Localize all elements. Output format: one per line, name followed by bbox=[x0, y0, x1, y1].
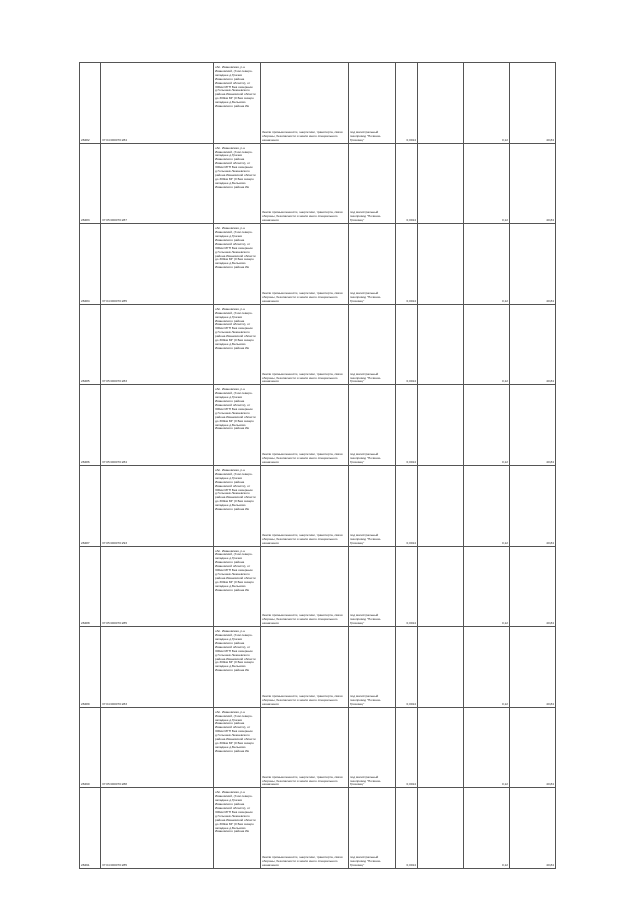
value-text: 40,84 bbox=[546, 782, 554, 787]
cadastral-text: 37:05:000070:285 bbox=[102, 621, 127, 626]
area-text: 0,0014 bbox=[406, 701, 416, 706]
area-cell bbox=[396, 385, 418, 466]
value-text: 40,84 bbox=[546, 298, 554, 303]
id-text: 28491 bbox=[81, 863, 90, 868]
address-cell bbox=[214, 385, 261, 466]
cadastral-text: 37:05:000070:293 bbox=[102, 540, 127, 545]
land-category-cell bbox=[261, 304, 349, 385]
table-row bbox=[80, 385, 556, 466]
share-cell bbox=[464, 304, 510, 385]
id-text: 28484 bbox=[81, 298, 90, 303]
record-id-cell bbox=[80, 143, 101, 224]
permitted-use-cell bbox=[349, 63, 396, 144]
address-text: обл. Ивановская, р-н Ивановский, (3 км северо-западнее д.Грачев Ивановского района Ивановской области), от 300км МГП Бев северным д.Голышев Лежневского района Ивановской области до 300км МГ (0 Бев северо западнее д.Бельково Ивановского района Ив bbox=[215, 145, 256, 189]
empty-cell bbox=[418, 465, 464, 546]
cadastral-number-cell bbox=[101, 707, 214, 788]
record-id-cell bbox=[80, 224, 101, 305]
record-id-cell bbox=[80, 385, 101, 466]
share-cell bbox=[464, 788, 510, 869]
cadastral-number-cell bbox=[101, 385, 214, 466]
table-row bbox=[80, 627, 556, 708]
id-text: 28485 bbox=[81, 379, 90, 384]
address-cell bbox=[214, 788, 261, 869]
category-text: Земли промышленности, энергетики, транспорта, связи обороны, безопасности и земли иного специального назначения bbox=[262, 694, 343, 706]
permitted-use-cell bbox=[349, 143, 396, 224]
area-text: 0,0014 bbox=[406, 782, 416, 787]
table-row bbox=[80, 304, 556, 385]
value-cell bbox=[510, 788, 556, 869]
id-text: 28482 bbox=[81, 137, 90, 142]
cadastral-number-cell bbox=[101, 465, 214, 546]
area-cell bbox=[396, 143, 418, 224]
share-text: 0,12 bbox=[501, 218, 508, 223]
area-cell bbox=[396, 546, 418, 627]
address-cell bbox=[214, 465, 261, 546]
category-text: Земли промышленности, энергетики, транспорта, связи обороны, безопасности и земли иного специального назначения bbox=[262, 291, 343, 303]
cadastral-number-cell bbox=[101, 63, 214, 144]
share-text: 0,12 bbox=[501, 540, 508, 545]
share-cell bbox=[464, 627, 510, 708]
value-text: 40,84 bbox=[546, 701, 554, 706]
area-cell bbox=[396, 465, 418, 546]
id-text: 28489 bbox=[81, 701, 90, 706]
record-id-cell bbox=[80, 546, 101, 627]
area-cell bbox=[396, 224, 418, 305]
table-row bbox=[80, 63, 556, 144]
address-cell bbox=[214, 546, 261, 627]
share-text: 0,12 bbox=[501, 460, 508, 465]
permitted-use-cell bbox=[349, 224, 396, 305]
empty-cell bbox=[418, 788, 464, 869]
permitted-use-cell bbox=[349, 465, 396, 546]
cadastral-number-cell bbox=[101, 224, 214, 305]
share-text: 0,12 bbox=[501, 298, 508, 303]
value-cell bbox=[510, 143, 556, 224]
value-cell bbox=[510, 385, 556, 466]
cadastral-text: 37:04:000070:285 bbox=[102, 298, 127, 303]
address-text: обл. Ивановская, р-н Ивановский, (3 км северо-западнее д.Грачев Ивановского района Ивановской области), от 300км МГП Бев северным д.Голышев Лежневского района Ивановской области до 300км МГ (0 Бев северо западнее д.Бельково Ивановского района Ив bbox=[215, 306, 256, 350]
area-cell bbox=[396, 304, 418, 385]
record-id-cell bbox=[80, 627, 101, 708]
land-category-cell bbox=[261, 627, 349, 708]
table-row bbox=[80, 465, 556, 546]
category-text: Земли промышленности, энергетики, транспорта, связи обороны, безопасности и земли иного специального назначения bbox=[262, 210, 343, 223]
value-text: 40,84 bbox=[546, 863, 554, 868]
use-text: под магистральный газопровод "Починок-Грязовец" bbox=[350, 774, 382, 787]
area-text: 0,0014 bbox=[406, 540, 416, 545]
permitted-use-cell bbox=[349, 627, 396, 708]
use-text: под магистральный газопровод "Починок-Грязовец" bbox=[350, 855, 382, 868]
value-cell bbox=[510, 304, 556, 385]
area-cell bbox=[396, 627, 418, 708]
category-text: Земли промышленности, энергетики, транспорта, связи обороны, безопасности и земли иного специального назначения bbox=[262, 774, 343, 787]
share-cell bbox=[464, 385, 510, 466]
id-text: 28487 bbox=[81, 540, 90, 545]
record-id-cell bbox=[80, 304, 101, 385]
area-text: 0,0014 bbox=[406, 863, 416, 868]
category-text: Земли промышленности, энергетики, транспорта, связи обороны, безопасности и земли иного специального назначения bbox=[262, 532, 343, 545]
address-text: обл. Ивановская, р-н Ивановский, (3 км северо-западнее д.Грачев Ивановского района Ивановской области), от 300км МГП Бев северным д.Голышев Лежневского района Ивановской области до 300км МГ (0 Бев северо западнее д.Бельково Ивановского района Ив bbox=[215, 629, 256, 673]
land-category-cell bbox=[261, 788, 349, 869]
empty-cell bbox=[418, 224, 464, 305]
address-cell bbox=[214, 63, 261, 144]
table-row bbox=[80, 224, 556, 305]
cadastral-text: 37:04:000070:284 bbox=[102, 137, 127, 142]
address-cell bbox=[214, 224, 261, 305]
share-cell bbox=[464, 63, 510, 144]
share-text: 0,12 bbox=[501, 379, 508, 384]
address-text: обл. Ивановская, р-н Ивановский, (3 км северо-западнее д.Грачев Ивановского района Ивановской области), от 300км МГП Бев северным д.Голышев Лежневского района Ивановской области до 300км МГ (0 Бев северо западнее д.Бельково Ивановского района Ив bbox=[215, 790, 256, 834]
address-text: обл. Ивановская, р-н Ивановский, (3 км северо-западнее д.Грачев Ивановского района Ивановской области), от 300км МГП Бев северным д.Голышев Лежневского района Ивановской области до 300км МГ (0 Бев северо западнее д.Бельково Ивановского района Ив bbox=[215, 387, 256, 431]
share-cell bbox=[464, 546, 510, 627]
value-text: 40,84 bbox=[546, 540, 554, 545]
land-category-cell bbox=[261, 707, 349, 788]
cadastral-text: 37:05:000070:287 bbox=[102, 218, 127, 223]
land-category-cell bbox=[261, 224, 349, 305]
use-text: под магистральный газопровод "Починок-Грязовец" bbox=[350, 210, 382, 223]
category-text: Земли промышленности, энергетики, транспорта, связи обороны, безопасности и земли иного специального назначения bbox=[262, 452, 343, 465]
address-text: обл. Ивановская, р-н Ивановский, (3 км северо-западнее д.Грачев Ивановского района Ивановской области), от 300км МГП Бев северным д.Голышев Лежневского района Ивановской области до 300км МГ (0 Бев северо западнее д.Бельково Ивановского района Ив bbox=[215, 548, 256, 592]
category-text: Земли промышленности, энергетики, транспорта, связи обороны, безопасности и земли иного специального назначения bbox=[262, 613, 343, 626]
empty-cell bbox=[418, 627, 464, 708]
empty-cell bbox=[418, 63, 464, 144]
empty-cell bbox=[418, 385, 464, 466]
record-id-cell bbox=[80, 707, 101, 788]
area-text: 0,0014 bbox=[406, 379, 416, 384]
permitted-use-cell bbox=[349, 546, 396, 627]
record-id-cell bbox=[80, 63, 101, 144]
address-cell bbox=[214, 143, 261, 224]
address-cell bbox=[214, 707, 261, 788]
land-register-table bbox=[79, 62, 556, 869]
id-text: 28490 bbox=[81, 782, 90, 787]
share-text: 0,12 bbox=[501, 701, 508, 706]
use-text: под магистральный газопровод "Починок-Грязовец" bbox=[350, 532, 382, 545]
record-id-cell bbox=[80, 465, 101, 546]
category-text: Земли промышленности, энергетики, транспорта, связи обороны, безопасности и земли иного специального назначения bbox=[262, 855, 343, 868]
value-text: 40,84 bbox=[546, 621, 554, 626]
share-text: 0,12 bbox=[501, 621, 508, 626]
record-id-cell bbox=[80, 788, 101, 869]
land-category-cell bbox=[261, 63, 349, 144]
area-text: 0,0014 bbox=[406, 621, 416, 626]
area-text: 0,0014 bbox=[406, 218, 416, 223]
share-cell bbox=[464, 707, 510, 788]
address-cell bbox=[214, 627, 261, 708]
empty-cell bbox=[418, 304, 464, 385]
table-row bbox=[80, 707, 556, 788]
share-cell bbox=[464, 465, 510, 546]
use-text: под магистральный газопровод "Починок-Грязовец" bbox=[350, 613, 382, 626]
table-body bbox=[80, 63, 556, 869]
area-text: 0,0014 bbox=[406, 460, 416, 465]
id-text: 28486 bbox=[81, 460, 90, 465]
use-text: под магистральный газопровод "Починок-Грязовец" bbox=[350, 694, 382, 706]
share-cell bbox=[464, 143, 510, 224]
id-text: 28488 bbox=[81, 621, 90, 626]
value-text: 40,84 bbox=[546, 379, 554, 384]
land-category-cell bbox=[261, 546, 349, 627]
share-text: 0,12 bbox=[501, 782, 508, 787]
area-cell bbox=[396, 788, 418, 869]
use-text: под магистральный газопровод "Починок-Грязовец" bbox=[350, 129, 382, 142]
empty-cell bbox=[418, 143, 464, 224]
cadastral-text: 37:05:000070:284 bbox=[102, 460, 127, 465]
category-text: Земли промышленности, энергетики, транспорта, связи обороны, безопасности и земли иного специального назначения bbox=[262, 129, 343, 142]
cadastral-number-cell bbox=[101, 788, 214, 869]
area-text: 0,0014 bbox=[406, 298, 416, 303]
category-text: Земли промышленности, энергетики, транспорта, связи обороны, безопасности и земли иного специального назначения bbox=[262, 371, 343, 384]
permitted-use-cell bbox=[349, 385, 396, 466]
permitted-use-cell bbox=[349, 788, 396, 869]
address-text: обл. Ивановская, р-н Ивановский, (3 км северо-западнее д.Грачев Ивановского района Ивановской области), от 300км МГП Бев северным д.Голышев Лежневского района Ивановской области до 300км МГ (0 Бев северо западнее д.Бельково Ивановского района Ив bbox=[215, 467, 256, 512]
area-cell bbox=[396, 707, 418, 788]
empty-cell bbox=[418, 546, 464, 627]
cadastral-number-cell bbox=[101, 143, 214, 224]
value-cell bbox=[510, 546, 556, 627]
area-text: 0,0014 bbox=[406, 137, 416, 142]
share-cell bbox=[464, 224, 510, 305]
empty-cell bbox=[418, 707, 464, 788]
table-row bbox=[80, 546, 556, 627]
cadastral-number-cell bbox=[101, 546, 214, 627]
use-text: под магистральный газопровод "Починок-Грязовец" bbox=[350, 452, 382, 465]
id-text: 28483 bbox=[81, 218, 90, 223]
share-text: 0,12 bbox=[501, 137, 508, 142]
land-category-cell bbox=[261, 465, 349, 546]
register-sheet bbox=[79, 62, 555, 869]
cadastral-number-cell bbox=[101, 627, 214, 708]
value-text: 40,84 bbox=[546, 137, 554, 142]
land-category-cell bbox=[261, 143, 349, 224]
address-text: обл. Ивановская, р-н Ивановский, (3 км северо-западнее д.Грачев Ивановского района Ивановской области), от 300км МГП Бев северным д.Голышев Лежневского района Ивановской области до 300км МГ (0 Бев северо западнее д.Бельково Ивановского района Ив bbox=[215, 709, 256, 753]
table-row bbox=[80, 143, 556, 224]
address-cell bbox=[214, 304, 261, 385]
cadastral-number-cell bbox=[101, 304, 214, 385]
value-cell bbox=[510, 224, 556, 305]
land-category-cell bbox=[261, 385, 349, 466]
permitted-use-cell bbox=[349, 304, 396, 385]
use-text: под магистральный газопровод "Починок-Грязовец" bbox=[350, 371, 382, 384]
use-text: под магистральный газопровод "Починок-Грязовец" bbox=[350, 291, 382, 303]
value-cell bbox=[510, 627, 556, 708]
value-text: 40,84 bbox=[546, 218, 554, 223]
cadastral-text: 37:05:000070:283 bbox=[102, 379, 127, 384]
address-text: обл. Ивановская, р-н Ивановский, (3 км северо-западнее д.Грачев Ивановского района Ивановской области), от 300км МГП Бев северным д.Голышев Лежневского района Ивановской области до 300км МГ (0 Бев северо западнее д.Бельково Ивановского района Ив bbox=[215, 65, 256, 109]
value-text: 40,84 bbox=[546, 460, 554, 465]
table-row bbox=[80, 788, 556, 869]
address-text: обл. Ивановская, р-н Ивановский, (3 км северо-западнее д.Грачев Ивановского района Ивановской области), от 300км МГП Бев северным д.Голышев Лежневского района Ивановской области до 300км МГ (0 Бев северо западнее д.Бельково Ивановского района Ив bbox=[215, 226, 256, 270]
share-text: 0,12 bbox=[501, 863, 508, 868]
cadastral-text: 37:05:000070:288 bbox=[102, 782, 127, 787]
value-cell bbox=[510, 465, 556, 546]
area-cell bbox=[396, 63, 418, 144]
permitted-use-cell bbox=[349, 707, 396, 788]
value-cell bbox=[510, 63, 556, 144]
cadastral-text: 37:04:000070:283 bbox=[102, 701, 127, 706]
cadastral-text: 37:04:000070:285 bbox=[102, 863, 127, 868]
value-cell bbox=[510, 707, 556, 788]
